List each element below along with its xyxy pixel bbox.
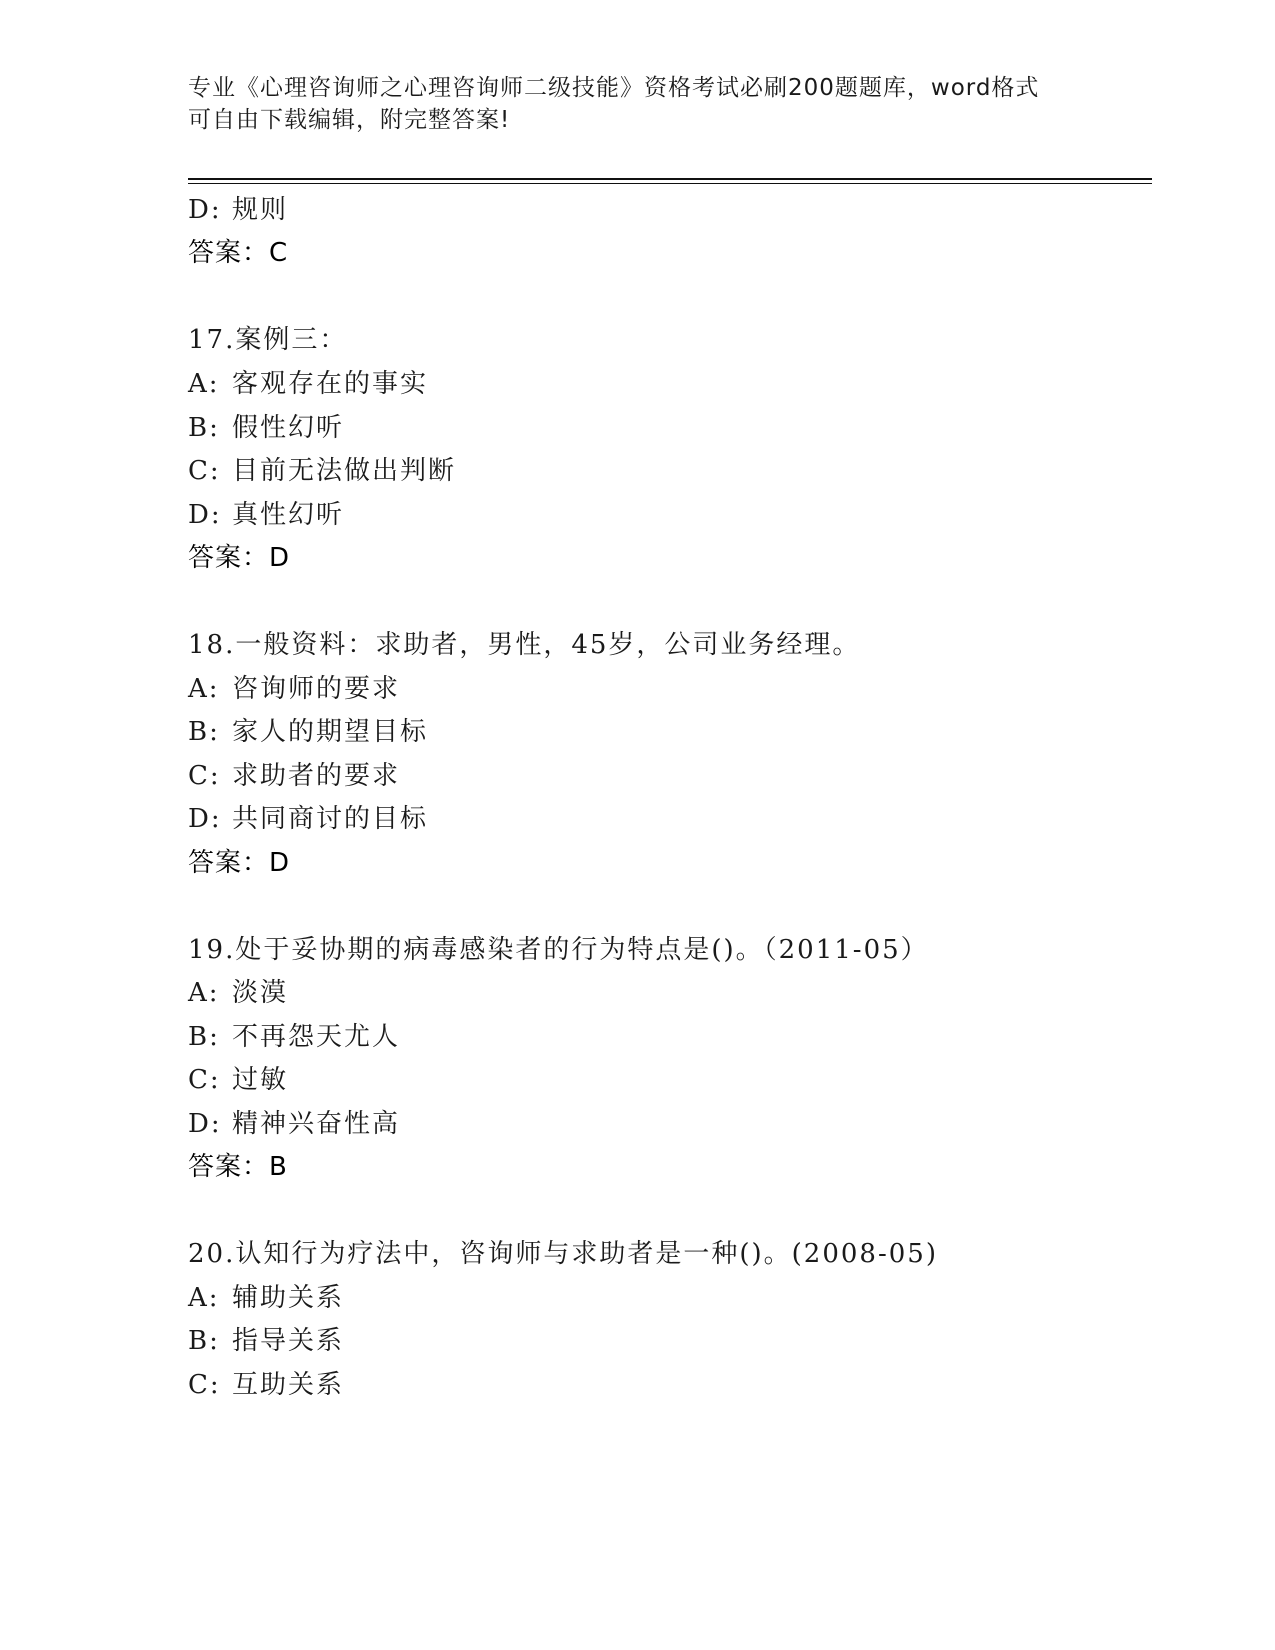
option-text: 咨询师的要求 xyxy=(232,674,401,704)
option-letter: B: xyxy=(188,413,220,443)
option-letter: C: xyxy=(188,1370,221,1400)
question-17-stem: 17.案例三： xyxy=(188,325,348,355)
question-17-option-c xyxy=(188,456,456,486)
option-text: 假性幻听 xyxy=(232,413,345,443)
question-20-option-a xyxy=(188,1283,344,1313)
option-text: 辅助关系 xyxy=(232,1283,345,1313)
option-text: 规则 xyxy=(232,195,289,225)
option-letter: C: xyxy=(188,456,221,486)
question-18-option-d xyxy=(188,804,428,834)
question-17-option-a xyxy=(188,369,428,399)
option-letter: D: xyxy=(188,195,222,225)
option-letter: D: xyxy=(188,1109,222,1139)
header-rule-thin xyxy=(188,183,1152,184)
option-text: 求助者的要求 xyxy=(232,761,401,791)
option-text: 指导关系 xyxy=(232,1326,345,1356)
question-18-option-a xyxy=(188,674,400,704)
option-text: 互助关系 xyxy=(232,1370,345,1400)
header-line-1: 专业《心理咨询师之心理咨询师二级技能》资格考试必刷200题题库，word格式 xyxy=(188,75,1040,101)
option-text: 真性幻听 xyxy=(232,500,345,530)
question-20-stem: 20.认知行为疗法中，咨询师与求助者是一种()。(2008-05) xyxy=(188,1239,938,1269)
option-letter: C: xyxy=(188,1065,221,1095)
question-19-option-c xyxy=(188,1065,288,1095)
header-line-2: 可自由下载编辑，附完整答案! xyxy=(188,107,511,133)
question-17-option-d xyxy=(188,500,344,530)
option-text: 目前无法做出判断 xyxy=(232,456,457,486)
question-19-answer: 答案：B xyxy=(188,1152,288,1182)
option-text: 客观存在的事实 xyxy=(232,369,429,399)
question-18-option-b xyxy=(188,717,428,747)
option-letter: A: xyxy=(188,674,220,704)
question-20-option-c xyxy=(188,1370,344,1400)
option-letter: B: xyxy=(188,717,220,747)
option-letter: A: xyxy=(188,1283,220,1313)
prev-answer: 答案：C xyxy=(188,238,289,268)
header-rule-thick xyxy=(188,178,1152,180)
question-19-option-a xyxy=(188,978,288,1008)
option-text: 过敏 xyxy=(232,1065,289,1095)
document-header xyxy=(188,72,1088,136)
question-19-option-b xyxy=(188,1022,400,1052)
question-17-option-b xyxy=(188,413,344,443)
option-letter: C: xyxy=(188,761,221,791)
question-18-option-c xyxy=(188,761,400,791)
question-18-stem: 18.一般资料：求助者，男性，45岁，公司业务经理。 xyxy=(188,630,861,660)
question-19-option-d xyxy=(188,1109,400,1139)
question-18-answer: 答案：D xyxy=(188,848,291,878)
question-19-stem: 19.处于妥协期的病毒感染者的行为特点是()。（2011-05） xyxy=(188,935,929,965)
prev-option-d xyxy=(188,195,288,225)
option-letter: B: xyxy=(188,1022,220,1052)
option-text: 精神兴奋性高 xyxy=(232,1109,401,1139)
option-text: 淡漠 xyxy=(232,978,289,1008)
option-letter: D: xyxy=(188,804,222,834)
option-text: 不再怨天尤人 xyxy=(232,1022,401,1052)
option-text: 共同商讨的目标 xyxy=(232,804,429,834)
option-letter: A: xyxy=(188,978,220,1008)
question-17-answer: 答案：D xyxy=(188,543,291,573)
option-letter: B: xyxy=(188,1326,220,1356)
option-letter: D: xyxy=(188,500,222,530)
option-text: 家人的期望目标 xyxy=(232,717,429,747)
question-20-option-b xyxy=(188,1326,344,1356)
option-letter: A: xyxy=(188,369,220,399)
